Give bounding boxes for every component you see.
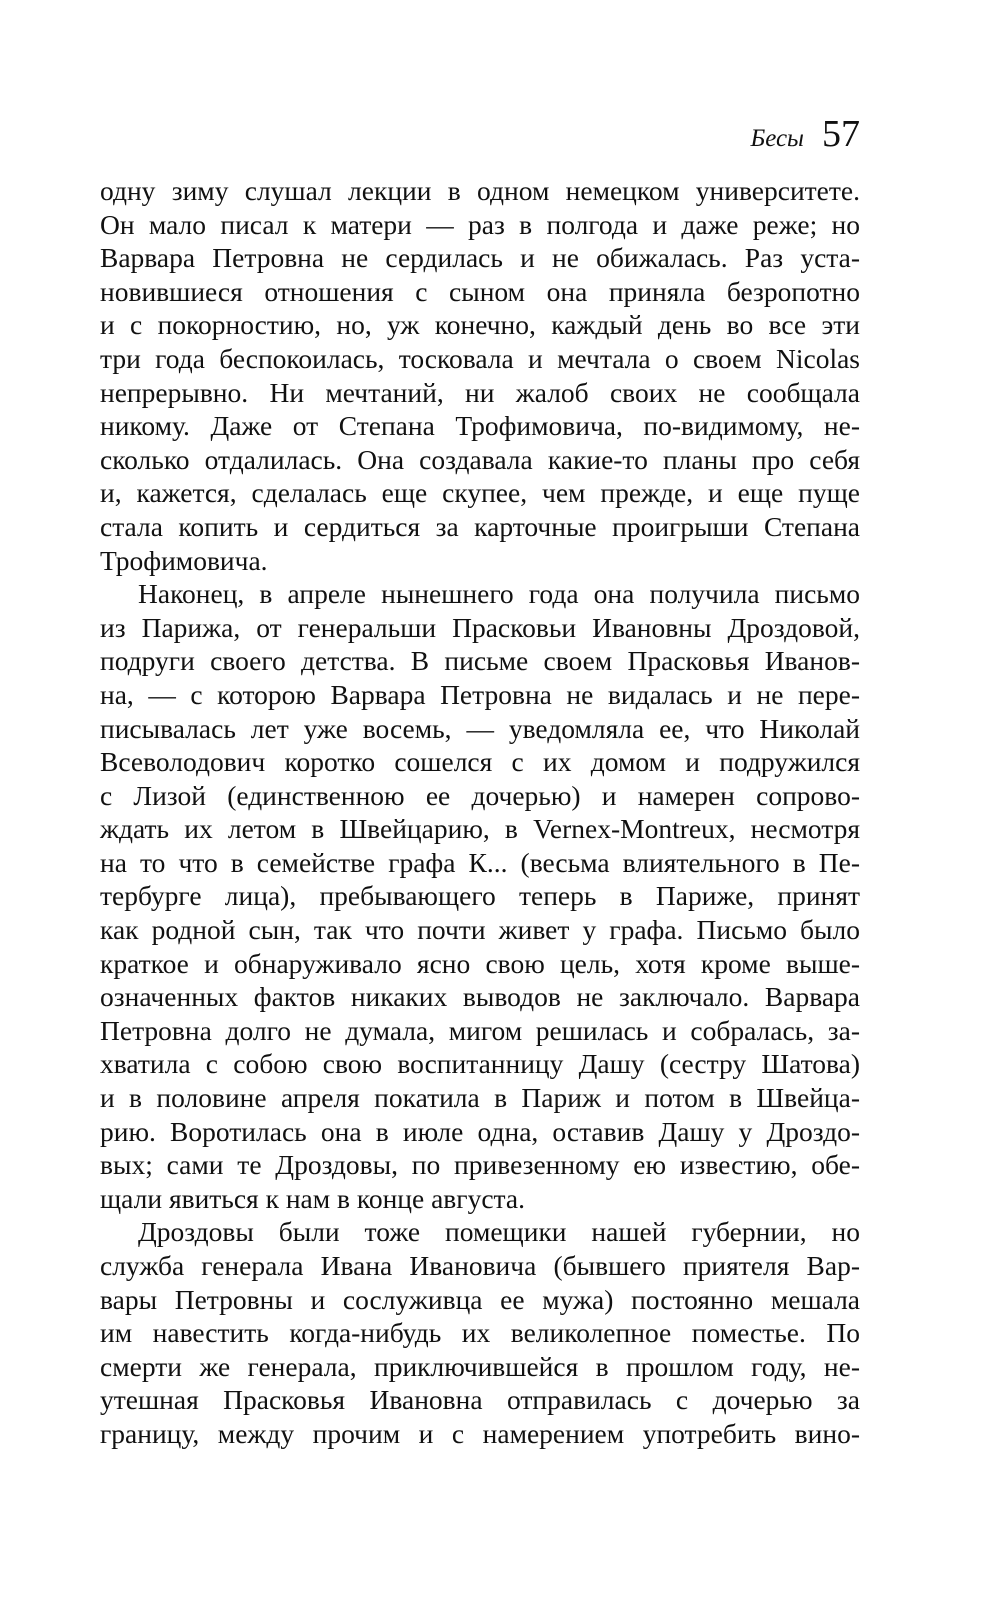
text-line: одну зиму слушал лекции в одном немецком университете. (100, 175, 860, 206)
text-line: смерти же генерала, приключившейся в прошлом году, не- (100, 1350, 860, 1382)
text-line: как родной сын, так что почти живет у графа. Письмо было (100, 914, 860, 946)
running-head (750, 112, 860, 156)
text-line: ждать их летом в Швейцарию, в Vernex-Montreux, несмотря (100, 813, 860, 845)
text-line: щали явиться к нам в конце августа. (100, 1182, 525, 1214)
text-line: тербурге лица), пребывающего теперь в Париже, принят (100, 880, 860, 912)
text-line: и в половине апреля покатила в Париж и потом в Швейца- (100, 1082, 860, 1114)
text-line: Всеволодович коротко сошелся с их домом и подружился (100, 746, 860, 778)
text-line: на, — с которою Варвара Петровна не видалась и не пере- (100, 678, 860, 710)
text-line: Он мало писал к матери — раз в полгода и даже реже; но (100, 208, 860, 240)
text-line: непрерывно. Ни мечтаний, ни жалоб своих не сообщала (100, 376, 860, 408)
text-line: Наконец, в апреле нынешнего года она получила письмо (138, 578, 860, 610)
text-line: сколько отдалилась. Она создавала какие-то планы про себя (100, 443, 860, 475)
text-line: Трофимовича. (100, 544, 268, 576)
text-line: хватила с собою свою воспитанницу Дашу (сестру Шатова) (100, 1048, 860, 1080)
text-line: подруги своего детства. В письме своем Прасковья Иванов- (100, 645, 860, 677)
text-line: утешная Прасковья Ивановна отправилась с дочерью за (100, 1384, 860, 1416)
text-line: им навестить когда-нибудь их великолепное поместье. По (100, 1317, 860, 1349)
text-line: краткое и обнаруживало ясно свою цель, хотя кроме выше- (100, 947, 860, 979)
text-line: с Лизой (единственною ее дочерью) и намерен сопрово- (100, 779, 860, 811)
text-line: три года беспокоилась, тосковала и мечтала о своем Nicolas (100, 342, 860, 374)
text-line: вых; сами те Дроздовы, по привезенному ею известию, обе- (100, 1149, 860, 1181)
text-line: писывалась лет уже восемь, — уведомляла ее, что Николай (100, 712, 860, 744)
running-title: Бесы (750, 125, 804, 152)
text-line: на то что в семействе графа К... (весьма влиятельного в Пе- (100, 846, 860, 878)
text-line: означенных фактов никаких выводов не заключало. Варвара (100, 981, 860, 1013)
text-line: новившиеся отношения с сыном она приняла безропотно (100, 275, 860, 307)
text-line: Варвара Петровна не сердилась и не обижалась. Раз уста- (100, 242, 860, 274)
page-number: 57 (822, 113, 860, 155)
text-line: и, кажется, сделалась еще скупее, чем прежде, и еще пуще (100, 477, 860, 509)
text-line: стала копить и сердиться за карточные проигрыши Степана (100, 510, 860, 542)
text-line: вары Петровны и сослуживца ее мужа) постоянно мешала (100, 1283, 860, 1315)
text-line: служба генерала Ивана Ивановича (бывшего приятеля Вар- (100, 1250, 860, 1281)
body-text (100, 174, 860, 1451)
text-line: никому. Даже от Степана Трофимовича, по-видимому, не- (100, 410, 860, 442)
text-line: из Парижа, от генеральши Прасковьи Ивановны Дроздовой, (100, 611, 860, 643)
text-line: рию. Воротилась она в июле одна, оставив Дашу у Дроздо- (100, 1115, 860, 1147)
text-line: Петровна долго не думала, мигом решилась и собралась, за- (100, 1014, 860, 1046)
text-line: Дроздовы были тоже помещики нашей губернии, но (138, 1216, 860, 1248)
text-line: границу, между прочим и с намерением употребить вино- (100, 1417, 860, 1449)
text-line: и с покорностию, но, уж конечно, каждый день во все эти (100, 309, 860, 341)
